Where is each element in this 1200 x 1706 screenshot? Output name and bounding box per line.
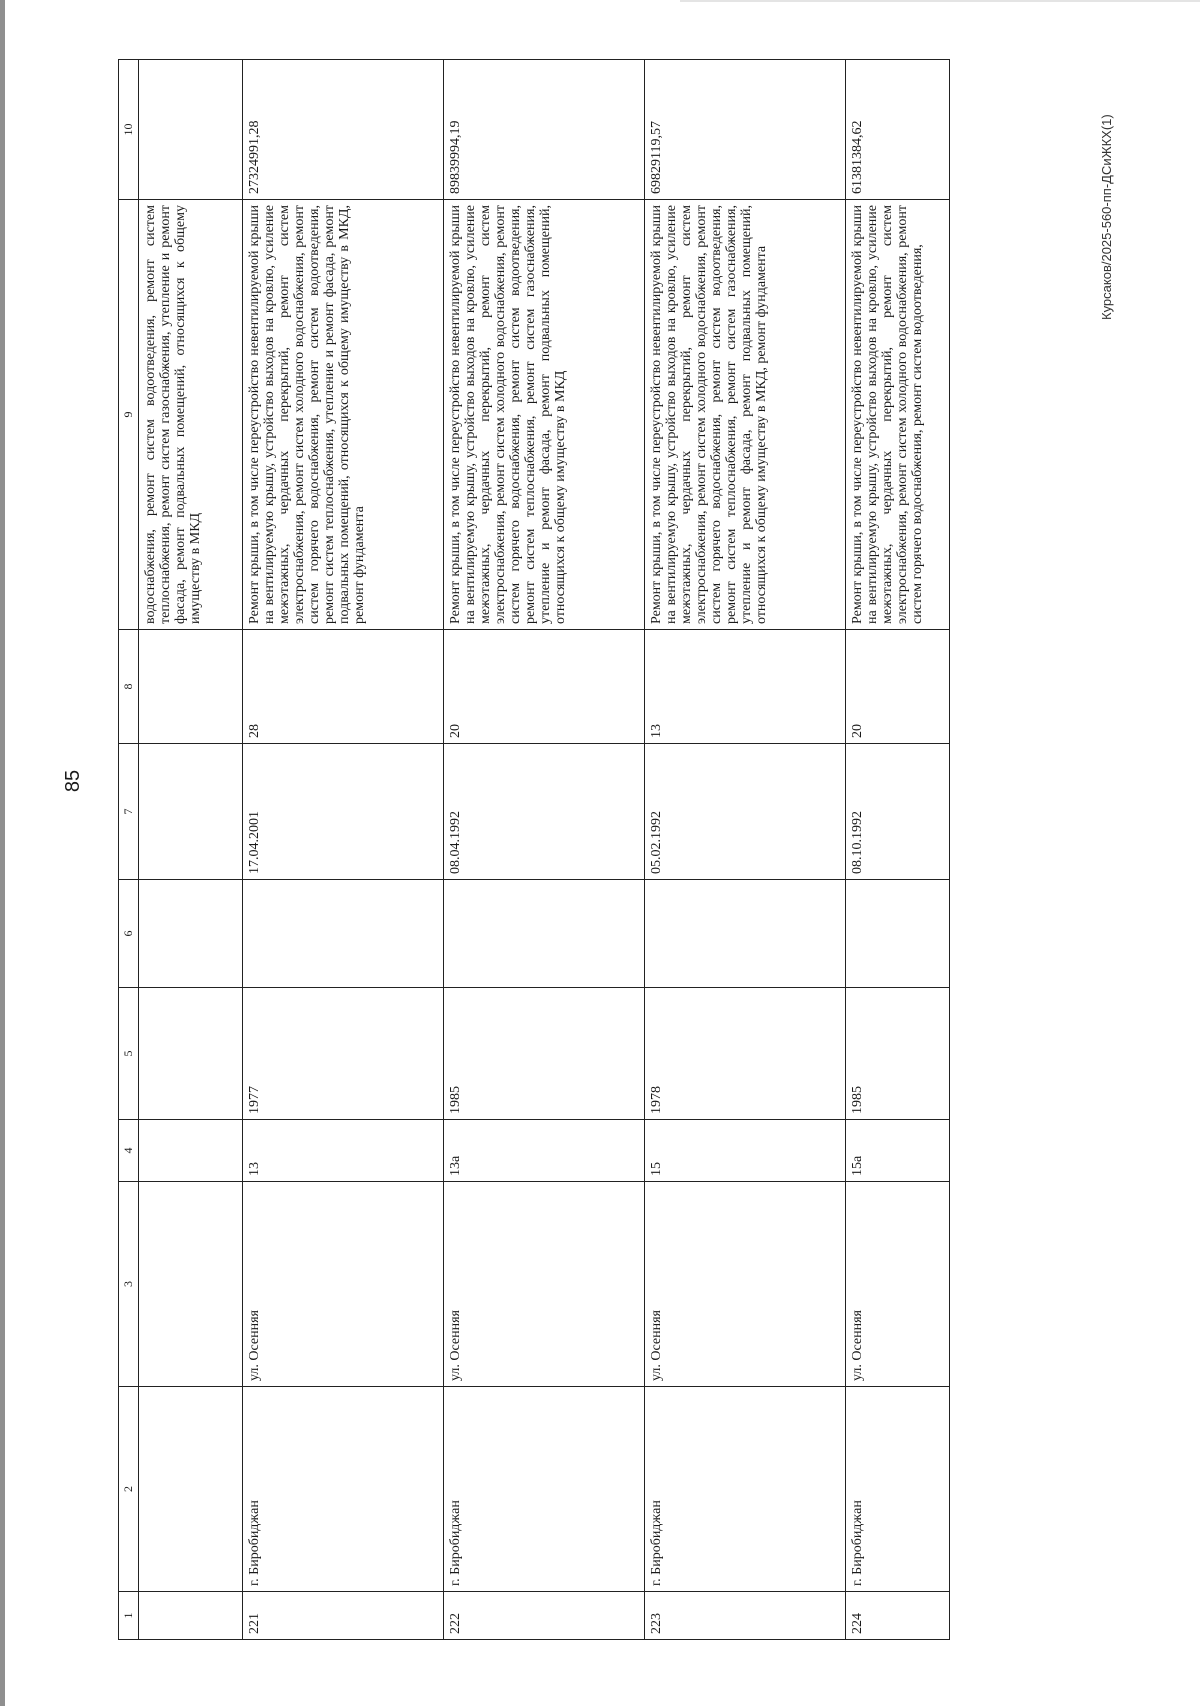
street-cell: ул. Осенняя: [243, 1182, 444, 1387]
house-number-cell: 15: [645, 1120, 846, 1182]
house-number-cell: 13а: [444, 1120, 645, 1182]
column-6-cell: [645, 880, 846, 988]
column-number: 1: [119, 1592, 139, 1640]
cost-cell: 89839994,19: [444, 60, 645, 200]
column-number: 4: [119, 1120, 139, 1182]
year-built-cell: 1985: [846, 988, 950, 1120]
city-cell: г. Биробиджан: [444, 1387, 645, 1592]
table-row: [243, 60, 444, 1640]
work-description-cell: Ремонт крыши, в том числе переустройство невентилируемой крыши на вентилируемую крышу, устройство выходов на кровлю, усиление межэтажных, чердачных перекрытий, ремонт систем электроснабжения, ремонт систем холодного водоснабжения, ремонт систем горячего водоснабжения, ремонт систем водоотведения, ремонт систем теплоснабжения, ремонт систем газоснабжения, утепление и ремонт фасада, ремонт подвальных помещений, относящихся к общему имуществу в МКД: [444, 200, 645, 630]
column-number: 8: [119, 630, 139, 744]
street-cell: ул. Осенняя: [846, 1182, 950, 1387]
work-description-cell: водоснабжения, ремонт систем водоотведения, ремонт систем теплоснабжения, ремонт систем газоснабжения, утепление и ремонт фасада, ремонт подвальных помещений, относящихся к общему имуществу в МКД: [139, 200, 243, 630]
work-description-cell: Ремонт крыши, в том числе переустройство невентилируемой крыши на вентилируемую крышу, устройство выходов на кровлю, усиление межэтажных, чердачных перекрытий, ремонт систем электроснабжения, ремонт систем холодного водоснабжения, ремонт систем горячего водоснабжения, ремонт систем водоотведения, ремонт систем теплоснабжения, ремонт систем газоснабжения, утепление и ремонт фасада, ремонт подвальных помещений, относящихся к общему имуществу в МКД, ремонт фундамента: [645, 200, 846, 630]
date-cell: 08.10.1992: [846, 744, 950, 880]
year-built-cell: 1977: [243, 988, 444, 1120]
scan-edge-shadow: [0, 0, 5, 1706]
column-number: 7: [119, 744, 139, 880]
year-built-cell: 1985: [444, 988, 645, 1120]
work-description-cell: Ремонт крыши, в том числе переустройство невентилируемой крыши на вентилируемую крышу, устройство выходов на кровлю, усиление межэтажных, чердачных перекрытий, ремонт систем электроснабжения, ремонт систем холодного водоснабжения, ремонт систем горячего водоснабжения, ремонт систем водоотведения,: [846, 200, 950, 630]
house-number-cell: 13: [243, 1120, 444, 1182]
table-row: [846, 60, 950, 1640]
cell-empty: [139, 1387, 243, 1592]
work-description-cell: Ремонт крыши, в том числе переустройство невентилируемой крыши на вентилируемую крышу, устройство выходов на кровлю, усиление межэтажных, чердачных перекрытий, ремонт систем электроснабжения, ремонт систем холодного водоснабжения, ремонт систем горячего водоснабжения, ремонт систем водоотведения, ремонт систем теплоснабжения, утепление и ремонт фасада, ремонт подвальных помещений, относящихся к общему имуществу в МКД, ремонт фундамента: [243, 200, 444, 630]
row-number: 221: [243, 1592, 444, 1640]
cell-empty: [139, 988, 243, 1120]
page-number: 85: [62, 769, 84, 793]
city-cell: г. Биробиджан: [846, 1387, 950, 1592]
street-cell: ул. Осенняя: [444, 1182, 645, 1387]
row-number: 224: [846, 1592, 950, 1640]
cell-empty: [139, 1182, 243, 1387]
column-number: 6: [119, 880, 139, 988]
city-cell: г. Биробиджан: [645, 1387, 846, 1592]
cell-empty: [139, 1120, 243, 1182]
column-number: 9: [119, 200, 139, 630]
cell-empty: [139, 744, 243, 880]
cell-empty: [139, 630, 243, 744]
column-number-row: [119, 60, 139, 1640]
cost-cell: 61381384,62: [846, 60, 950, 200]
column-number: 3: [119, 1182, 139, 1387]
row-number: 222: [444, 1592, 645, 1640]
column-8-cell: 28: [243, 630, 444, 744]
city-cell: г. Биробиджан: [243, 1387, 444, 1592]
column-8-cell: 13: [645, 630, 846, 744]
table-row: [645, 60, 846, 1640]
cell-empty: [139, 1592, 243, 1640]
scan-top-artifact: [680, 0, 1200, 2]
document-reference: Курсаков/2025-560-пп-ДСиЖКХ(1): [1099, 114, 1114, 320]
cost-cell: 69829119,57: [645, 60, 846, 200]
column-6-cell: [243, 880, 444, 988]
date-cell: 17.04.2001: [243, 744, 444, 880]
street-cell: ул. Осенняя: [645, 1182, 846, 1387]
housing-repair-table: [118, 59, 950, 1640]
column-number: 2: [119, 1387, 139, 1592]
year-built-cell: 1978: [645, 988, 846, 1120]
table-row: [444, 60, 645, 1640]
date-cell: 05.02.1992: [645, 744, 846, 880]
column-6-cell: [444, 880, 645, 988]
rotated-table-container: [118, 60, 1046, 1640]
column-number: 10: [119, 60, 139, 200]
continuation-row: [139, 60, 243, 1640]
cell-empty: [139, 60, 243, 200]
cost-cell: 27324991,28: [243, 60, 444, 200]
cell-empty: [139, 880, 243, 988]
house-number-cell: 15а: [846, 1120, 950, 1182]
column-8-cell: 20: [846, 630, 950, 744]
column-6-cell: [846, 880, 950, 988]
column-8-cell: 20: [444, 630, 645, 744]
date-cell: 08.04.1992: [444, 744, 645, 880]
column-number: 5: [119, 988, 139, 1120]
row-number: 223: [645, 1592, 846, 1640]
